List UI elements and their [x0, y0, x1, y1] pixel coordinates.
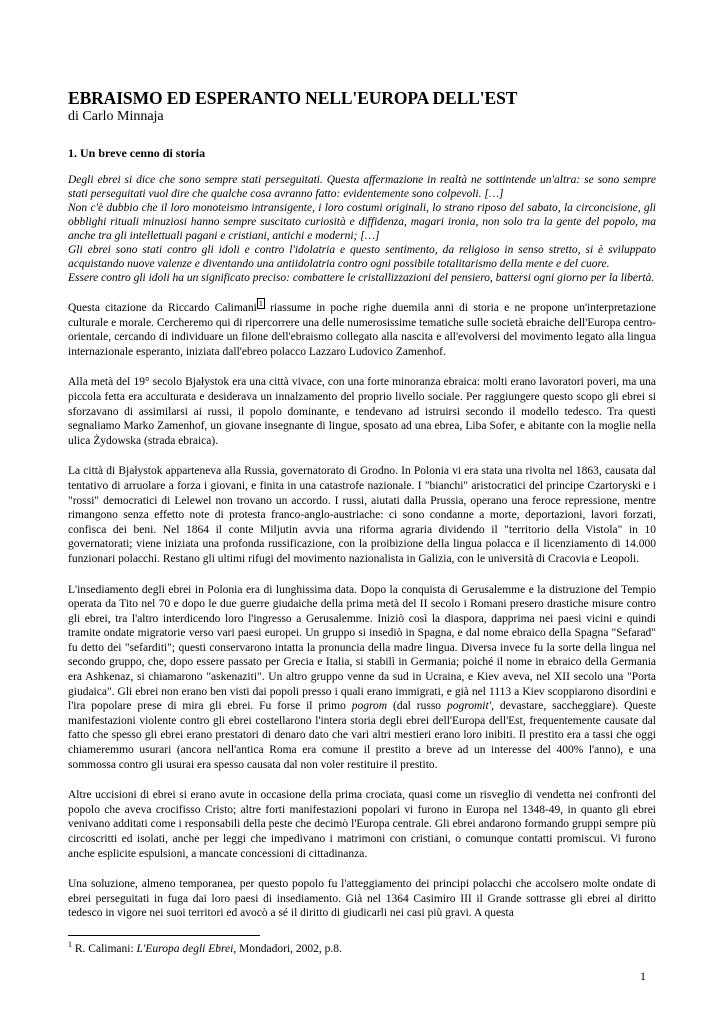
- paragraph-1: [68, 301, 656, 359]
- author-line: di Carlo Minnaja: [68, 109, 164, 124]
- document-title: EBRAISMO ED ESPERANTO NELL'EUROPA DELL'EST: [68, 88, 518, 108]
- paragraph-text: , devastare, saccheggiare). Queste manifestazioni violente contro gli ebrei costellarono l'intera storia degli ebrei dell'Europa dell'Est, frequentemente causate dal fatto che spesso gli ebrei erano prestatori di denaro dato che vari altri mestieri erano loro inibiti. Il prestito era a tassi che oggi chiameremmo usurari (ancora nell'antica Roma era comune il prestito a breve ad un interesse del 400% l'anno), e una sommossa contro gli usurai era spesso causata dal non voler restituire il prestito.: [68, 700, 656, 771]
- footnote-divider: [68, 935, 260, 936]
- quote-line: Essere contro gli idoli ha un significato preciso: combattere le cristallizzazioni del pensiero, battersi ogni giorno per la libertà.: [68, 272, 655, 284]
- quote-line: Degli ebrei si dice che sono sempre stati perseguitati. Questa affermazione in realtà ne sottintende un'altra: se sono sempre stati perseguitati vuol dire che qualche cosa avranno fatto: evidentemente sono colpevoli. […]: [68, 174, 656, 200]
- paragraph-2: Alla metà del 19° secolo Bjałystok era una città vivace, con una forte minoranza ebraica: molti erano lavoratori poveri, ma una piccola fetta era acculturata e desiderava un innalzamento del proprio livello sociale. Per raggiungere questo scopo gli ebrei si sforzavano di assimilarsi ai russi, il popolo dominante, e tendevano ad istruirsi secondo il modello tedesco. Tra questi segnaliamo Marko Zamenhof, un giovane insegnante di lingue, sposato ad una ebrea, Liba Sofer, e abitante con la moglie nella ulica Żydowska (strada ebraica).: [68, 376, 656, 447]
- footnote: [68, 942, 342, 956]
- paragraph-text: (dal russo: [387, 700, 447, 713]
- footnote-text: , Mondadori, 2002, p.8.: [233, 943, 342, 955]
- paragraph-text: riassume in poche righe duemila anni di storia e ne propone un'interpretazione culturale e morale. Cercheremo qui di ripercorrere una delle numerosissime tematiche sulle società ebraiche dell'Europa centro-orientale, cercando di individuare un filone dell'ebraismo collegato alla nascita e all'evolversi del movimento legato alla lingua internazionale esperanto, iniziata dall'ebreo polacco Lazzaro Ludovico Zamenhof.: [68, 302, 656, 358]
- paragraph-text: L'insediamento degli ebrei in Polonia era di lunghissima data. Dopo la conquista di Gerusalemme e la distruzione del Tempio operata da Tito nel 70 e dopo le due guerre giudaiche della prima metà del II secolo i Romani presero drastiche misure contro gli ebrei, tra l'altro interdicendo loro l'ingresso a Gerusalemme. Iniziò così la diaspora, dapprima nei paesi vicini e quindi tramite ondate migratorie verso vari paesi europei. Un gruppo si insediò in Spagna, e dal nome ebraico della Spagna "Sefarad" fu detto dei "sefarditi"; questi conservarono intatta la pronuncia della madre lingua. Diversa invece fu la sorte della lingua nel secondo gruppo, che, dopo essere passato per Grecia e Italia, si stabilì in Germania; poiché il nome in ebraico della Germania era Ashkenaz, si chiamarono "askenaziti". Un altro gruppo venne da sud in Ucraina, e Kiev aveva, nel XII secolo una "Porta giudaica". Gli ebrei non erano ben visti dai popoli presso i quali erano immigrati, e già nel 1113 a Kiev scoppiarono disordini e l'ira popolare prese di mira gli ebrei. Fu forse il primo: [68, 583, 656, 713]
- paragraph-5: Altre uccisioni di ebrei si erano avute in occasione della prima crociata, quasi come un risveglio di vendetta nei confronti del popolo che aveva crocifisso Cristo; altre forti manifestazioni popolari vi furono in Europa nel 1348-49, in quanto gli ebrei venivano additati come i responsabili della peste che decimò l'Europa centrale. Gli ebrei andarono formando gruppi sempre più circoscritti ed isolati, anche per leggi che impedivano i matrimoni con cristiani, o comunque contatti promiscui. Vi furono anche esplicite espulsioni, a mancate concessioni di cittadinanza.: [68, 789, 656, 860]
- paragraph-4: [68, 583, 656, 773]
- footnote-text: R. Calimani:: [72, 943, 137, 955]
- footnote-reference[interactable]: 1: [258, 299, 263, 309]
- quote-line: Non c'è dubbio che il loro monoteismo intransigente, i loro costumi originali, lo strano riposo del sabato, la circoncisione, gli obblighi rituali minuziosi hanno sempre suscitato curiosità e diffidenza, magari ironia, non solo tra la gente del popolo, ma anche tra gli intellettuali pagani e cristiani, antichi e moderni; […]: [68, 202, 656, 242]
- footnote-book-title: L'Europa degli Ebrei: [136, 943, 234, 955]
- page-content: [68, 88, 656, 921]
- section-heading: 1. Un breve cenno di storia: [68, 146, 206, 160]
- paragraph-6: Una soluzione, almeno temporanea, per questo popolo fu l'atteggiamento dei principi polacchi che accolsero molte ondate di ebrei perseguitati in fuga dai loro paesi di insediamento. Già nel 1364 Casimiro III il Grande sottrasse gli ebrei al diritto tedesco in vigore nei suoi territori ed avocò a sé il diritto di giudicarli nei casi più gravi. A questa: [68, 878, 656, 920]
- opening-quote: [68, 173, 656, 285]
- italic-term: pogrom: [351, 700, 388, 713]
- footnote-number: 1: [68, 940, 72, 950]
- paragraph-3: La città di Bjałystok apparteneva alla Russia, governatorato di Grodno. In Polonia vi era stata una rivolta nel 1863, causata dal tentativo di arruolare a forza i giovani, e finita in una catastrofe nazionale. I "bianchi" aristocratici del principe Czartoryski e i "rossi" democratici di Lelewel non trovano un accordo. I russi, aiutati dalla Prussia, operano una feroce repressione, mentre rimangono senza effetto note di protesta franco-anglo-austriache: ci sono condanne a morte, deportazioni, lavori forzati, confisca dei beni. Nel 1864 il conte Miljutin avvia una riforma agraria dividendo il "territorio della Vistola" in 10 governatorati; viene iniziata una profonda russificazione, con la proibizione della lingua polacca e il licenziamento di 14.000 funzionari polacchi. Restano gli ultimi rifugi del movimento nazionalista in Galizia, con le università di Cracovia e Leopoli.: [68, 465, 656, 565]
- paragraph-text: Questa citazione da Riccardo Calimani: [68, 302, 257, 314]
- italic-term: pogromit': [446, 700, 492, 713]
- page-number: 1: [640, 969, 646, 983]
- quote-line: Gli ebrei sono stati contro gli idoli e contro l'idolatria e questo sentimento, da religioso in senso stretto, si è sviluppato acquistando nuove valenze e diventando una antiidolatria contro ogni possibile totalitarismo della mente e del cuore.: [68, 244, 656, 270]
